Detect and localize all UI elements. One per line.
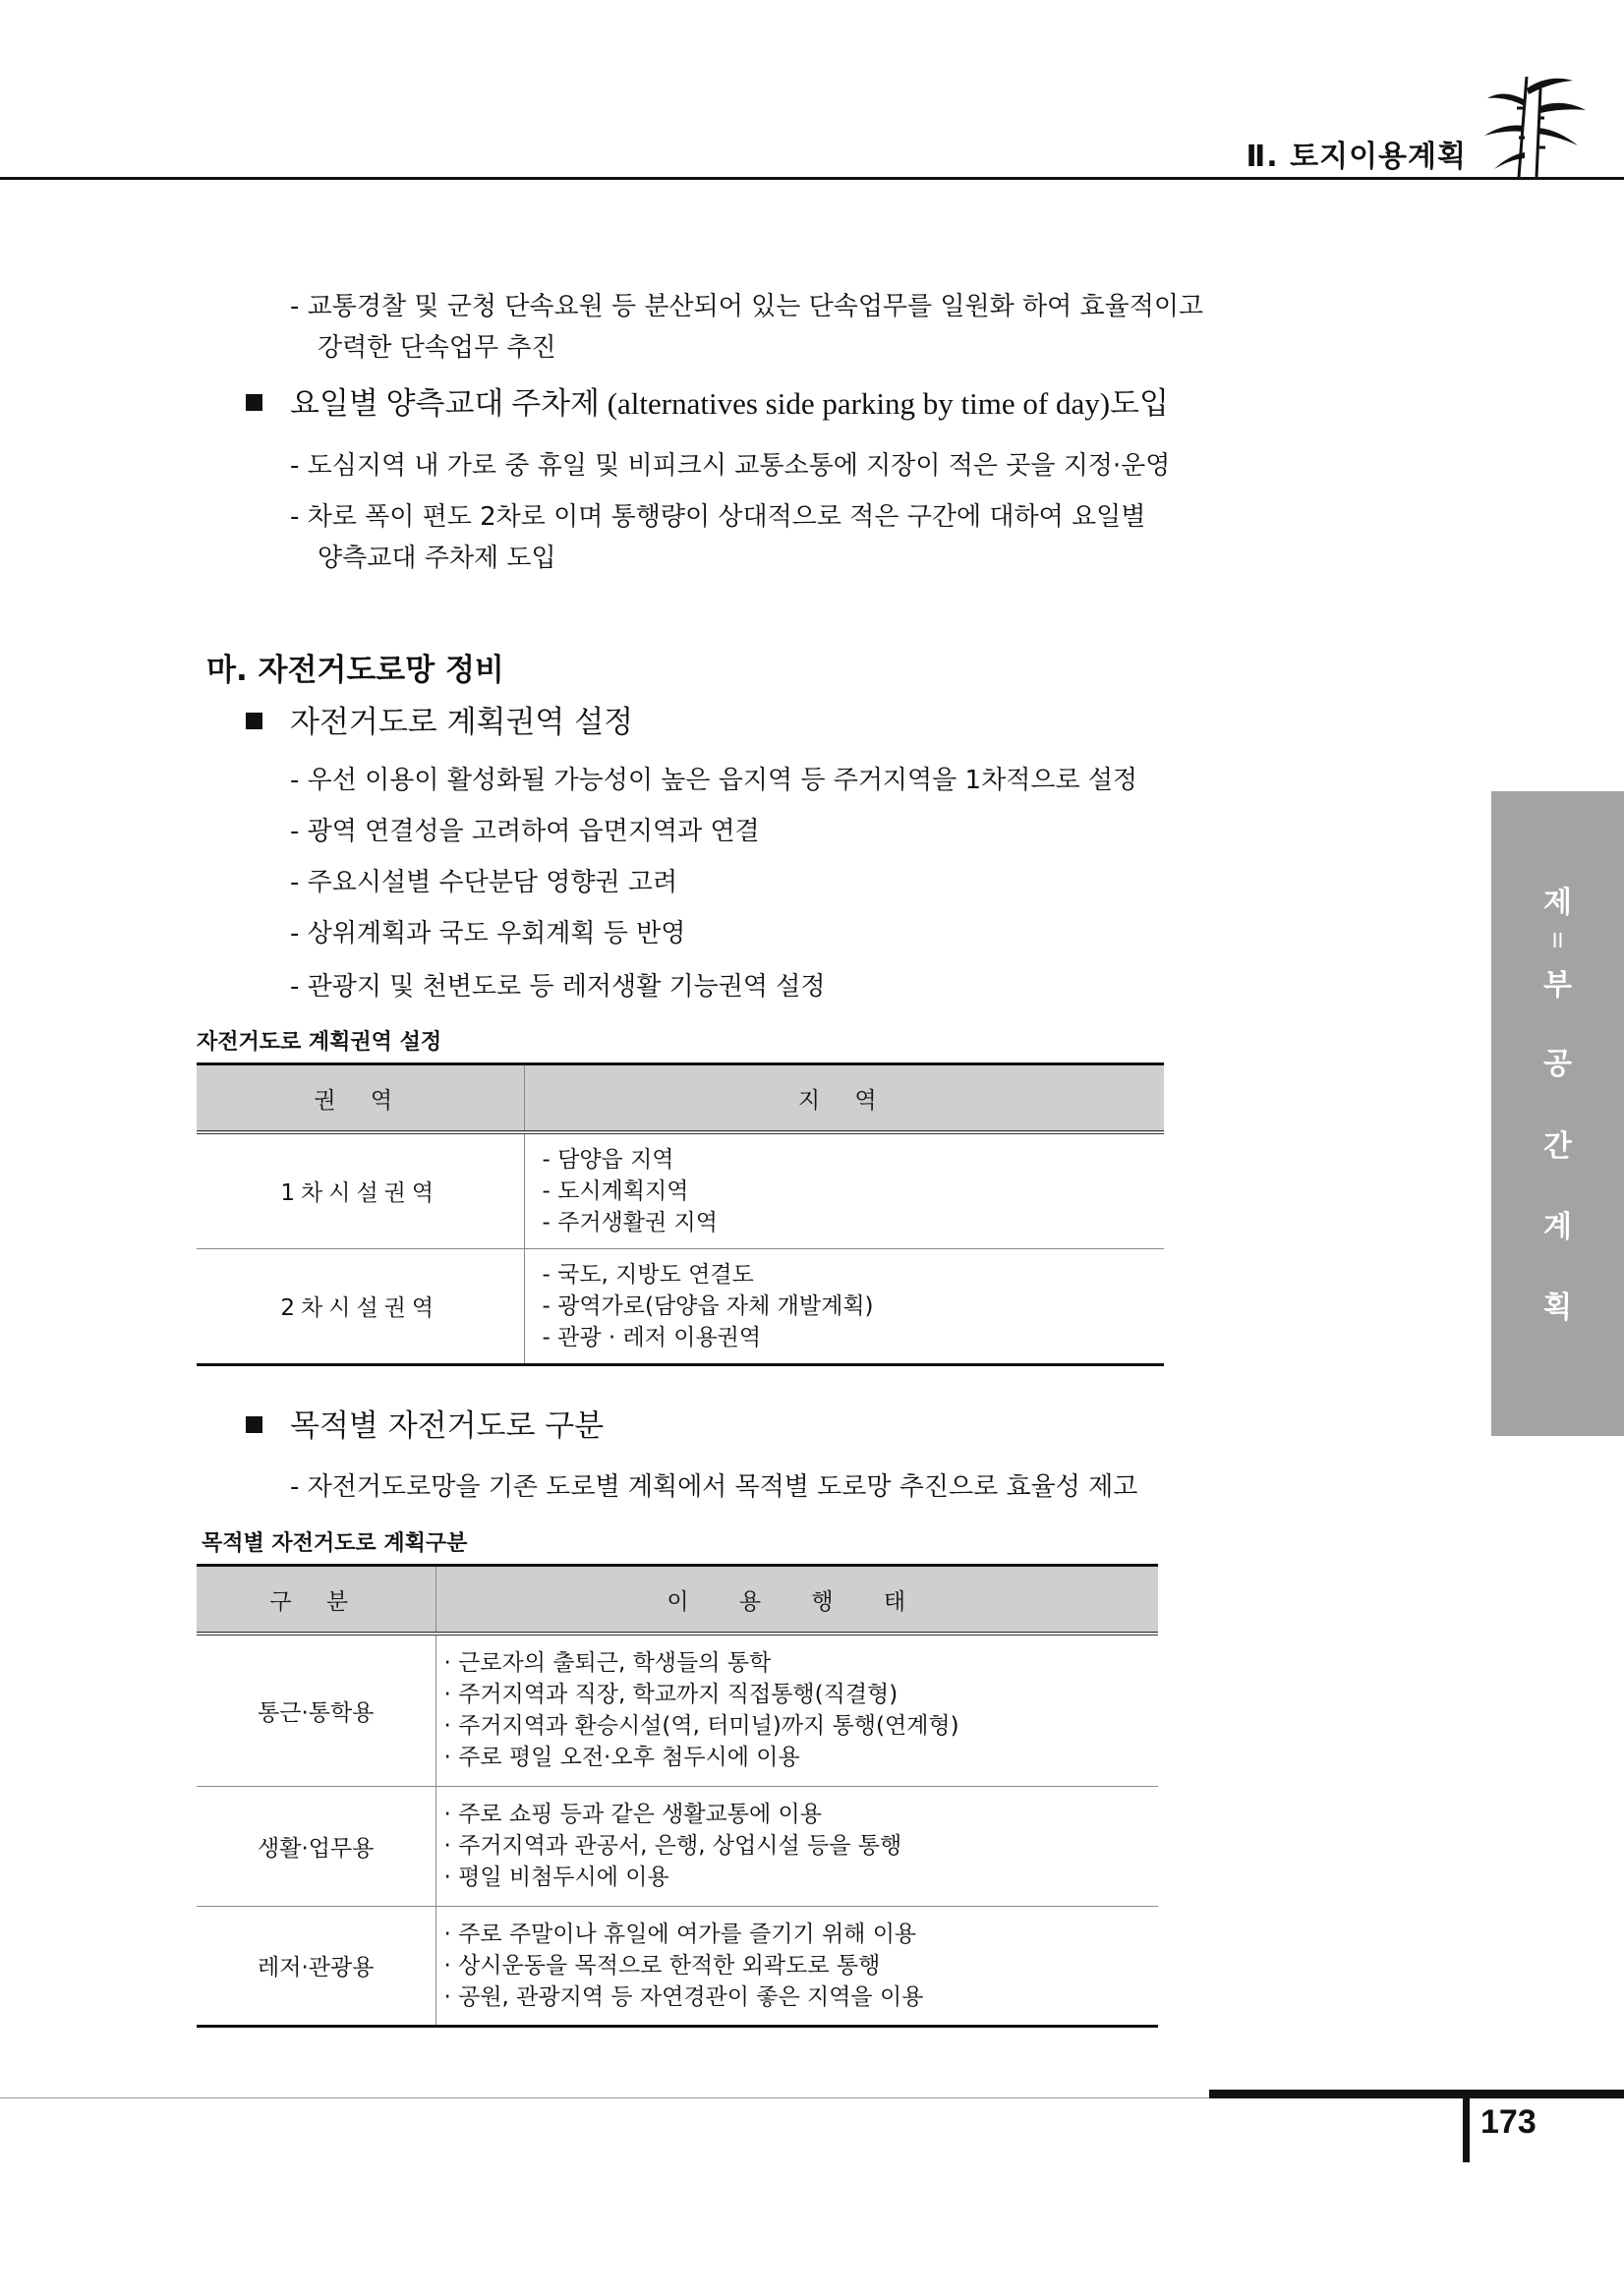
list-item: - 도심지역 내 가로 중 휴일 및 비피크시 교통소통에 지장이 적은 곳을 지정·운영 <box>290 451 1171 481</box>
table-cell-name: 생활·업무용 <box>197 1786 435 1906</box>
page-number: 173 <box>1480 2103 1537 2141</box>
table-row <box>197 1132 1164 1248</box>
bullet-title: 목적별 자전거도로 구분 <box>290 1408 605 1444</box>
list-item: - 우선 이용이 활성화될 가능성이 높은 읍지역 등 주거지역을 1차적으로 설정 <box>290 766 1138 795</box>
list-item-continuation: 강력한 단속업무 추진 <box>318 333 556 363</box>
square-bullet-icon <box>246 394 262 411</box>
list-item: - 자전거도로망을 기존 도로별 계획에서 목적별 도로망 추진으로 효율성 제고 <box>290 1472 1138 1502</box>
table-caption: 자전거도로 계획권역 설정 <box>197 1030 442 1055</box>
side-tab-char: 부 <box>1543 968 1572 1003</box>
cell-item: - 주거생활권 지역 <box>542 1209 718 1235</box>
cell-item: · 주로 주말이나 휴일에 여가를 즐기기 위해 이용 <box>443 1921 917 1947</box>
list-item: - 차로 폭이 편도 2차로 이며 통행량이 상대적으로 적은 구간에 대하여 요일별 <box>290 502 1146 532</box>
list-item: - 관광지 및 천변도로 등 레저생활 기능권역 설정 <box>290 972 826 1002</box>
cell-item: · 주로 평일 오전·오후 첨두시에 이용 <box>443 1745 800 1771</box>
list-item: - 광역 연결성을 고려하여 읍면지역과 연결 <box>290 817 760 846</box>
table-cell-items <box>435 1634 1158 1786</box>
cell-item: - 담양읍 지역 <box>542 1146 674 1173</box>
square-bullet-icon <box>246 713 262 729</box>
cell-item: - 국도, 지방도 연결도 <box>542 1261 754 1288</box>
table-cell-name: 레저·관광용 <box>197 1906 435 2026</box>
table-cell-name: 1차시설권역 <box>197 1132 524 1248</box>
footer-tick <box>1463 2097 1470 2162</box>
purpose-table <box>197 1564 1158 2028</box>
table-header: 구 분 <box>197 1566 435 1635</box>
table-header: 권 역 <box>197 1064 524 1133</box>
header-rule <box>0 177 1624 180</box>
cell-item: - 광역가로(담양읍 자체 개발계획) <box>542 1292 874 1319</box>
table-row <box>197 1906 1158 2026</box>
bamboo-icon <box>1479 69 1590 179</box>
bullet-heading-zone <box>246 704 633 741</box>
table-cell-items <box>435 1906 1158 2026</box>
side-tab-char: II <box>1551 929 1564 952</box>
table-caption: 목적별 자전거도로 계획구분 <box>202 1531 468 1556</box>
table-row <box>197 1634 1158 1786</box>
cell-item: · 상시운동을 목적으로 한적한 외곽도로 통행 <box>443 1952 881 1979</box>
cell-item: · 공원, 관광지역 등 자연경관이 좋은 지역을 이용 <box>443 1983 924 2010</box>
table-row <box>197 1786 1158 1906</box>
side-tab-char: 획 <box>1543 1291 1572 1325</box>
list-item: - 주요시설별 수단분담 영향권 고려 <box>290 868 678 897</box>
cell-item: · 평일 비첨두시에 이용 <box>443 1865 669 1890</box>
square-bullet-icon <box>246 1416 262 1433</box>
list-item-continuation: 양측교대 주차제 도입 <box>318 544 556 573</box>
footer-rule-thick <box>1209 2090 1624 2098</box>
side-tab-char: 공 <box>1543 1047 1572 1081</box>
table-header: 지 역 <box>524 1064 1164 1133</box>
list-item: - 상위계획과 국도 우회계획 등 반영 <box>290 919 686 948</box>
table-cell-items <box>435 1786 1158 1906</box>
chapter-side-tab <box>1491 791 1624 1436</box>
bullet-title: 자전거도로 계획권역 설정 <box>290 705 634 740</box>
bullet-heading-purpose <box>246 1407 604 1445</box>
side-tab-char: 제 <box>1543 886 1572 920</box>
cell-item: · 근로자의 출퇴근, 학생들의 통학 <box>443 1650 772 1677</box>
table-cell-items <box>524 1248 1164 1364</box>
cell-item: · 주거지역과 관공서, 은행, 상업시설 등을 통행 <box>443 1833 902 1859</box>
side-tab-char: 간 <box>1543 1129 1572 1164</box>
bullet-title: 요일별 양측교대 주차제 (alternatives side parking by time of day)도입 <box>290 386 1169 421</box>
zone-table <box>197 1062 1164 1366</box>
cell-item: - 관광 · 레저 이용권역 <box>542 1324 762 1350</box>
table-cell-name: 2차시설권역 <box>197 1248 524 1364</box>
table-cell-items <box>524 1132 1164 1248</box>
side-tab-char: 계 <box>1543 1210 1572 1244</box>
list-item: - 교통경찰 및 군청 단속요원 등 분산되어 있는 단속업무를 일원화 하여 효율적이고 <box>290 292 1204 321</box>
cell-item: - 도시계획지역 <box>542 1177 689 1204</box>
header-title: Ⅱ. 토지이용계획 <box>1246 140 1467 174</box>
bullet-heading-parking <box>246 385 1169 423</box>
cell-item: · 주거지역과 환승시설(역, 터미널)까지 통행(연계형) <box>443 1713 959 1740</box>
table-row <box>197 1248 1164 1364</box>
cell-item: · 주거지역과 직장, 학교까지 직접통행(직결형) <box>443 1682 899 1708</box>
table-header: 이 용 행 태 <box>435 1566 1158 1635</box>
table-cell-name: 통근·통학용 <box>197 1634 435 1786</box>
cell-item: · 주로 쇼핑 등과 같은 생활교통에 이용 <box>443 1802 822 1827</box>
section-heading: 마. 자전거도로망 정비 <box>206 653 504 688</box>
